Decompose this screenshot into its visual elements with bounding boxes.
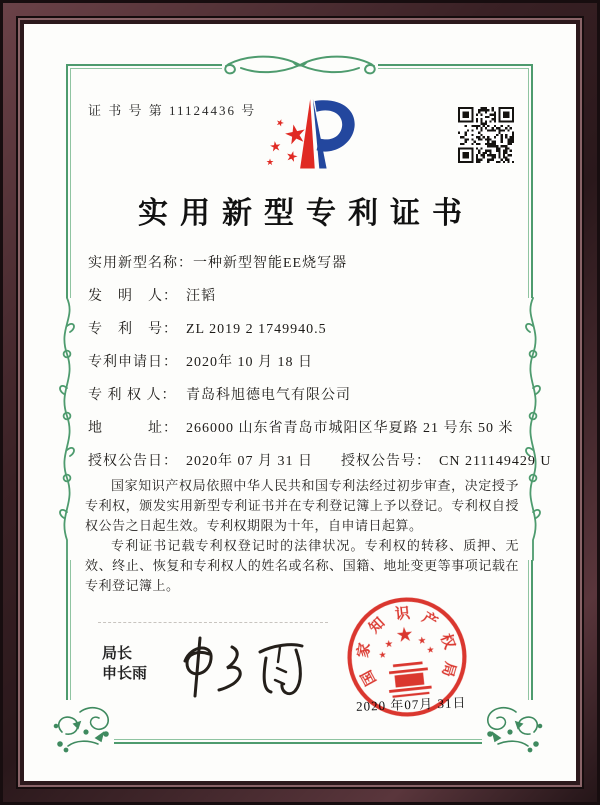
bottom-right-floral-ornament xyxy=(480,702,544,754)
right-scroll-ornament xyxy=(520,296,546,562)
inventor-name: 汪韬 xyxy=(186,289,216,304)
cnipa-logo xyxy=(262,90,362,174)
field-row-name: 实用新型名称：一种新型智能EE烧写器 xyxy=(88,256,348,271)
legal-paragraph-1: 国家知识产权局依照中华人民共和国专利法经过初步审查，决定授予专利权，颁发实用新型专利证书并在专利登记簿上予以登记。专利权自授权公告之日起生效。专利权期限为十年，自申请日起算。 xyxy=(85,478,519,533)
patentee-address: 266000 山东省青岛市城阳区华夏路 21 号东 50 米 xyxy=(186,421,514,436)
svg-text:局: 局 xyxy=(438,659,458,679)
patent-name: 一种新型智能EE烧写器 xyxy=(193,256,348,271)
svg-text:家: 家 xyxy=(355,641,374,659)
faint-divider-line xyxy=(98,622,328,623)
filing-date: 2020年 10 月 18 日 xyxy=(186,355,313,370)
svg-text:国: 国 xyxy=(358,667,380,688)
seal-date: 2020 年07月 31日 xyxy=(355,695,467,714)
certificate-title: 实用新型专利证书 xyxy=(138,197,474,230)
field-row-patentee: 专 利 权 人： 青岛科旭德电气有限公司 xyxy=(88,388,351,403)
legal-paragraph-2: 专利证书记载专利权登记时的法律状况。专利权的转移、质押、无效、终止、恢复和专利权人的姓名或名称、国籍、地址变更等事项记载在专利登记簿上。 xyxy=(85,538,519,593)
field-row-grant xyxy=(88,452,552,472)
top-flourish-ornament xyxy=(215,48,385,84)
grant-date: 2020年 07 月 31 日 xyxy=(186,454,313,469)
field-row-patent-no: 专 利 号： ZL 2019 2 1749940.5 xyxy=(88,322,327,337)
commissioner-name: 申长雨 xyxy=(102,665,148,682)
left-scroll-ornament xyxy=(54,296,80,562)
svg-text:产: 产 xyxy=(418,609,440,632)
svg-text:知: 知 xyxy=(366,614,389,637)
commissioner-title: 局长 xyxy=(102,645,133,662)
svg-text:识: 识 xyxy=(394,605,411,624)
commissioner-signature xyxy=(176,634,306,700)
official-seal xyxy=(338,588,476,726)
field-row-filing-date: 专利申请日： 2020年 10 月 18 日 xyxy=(88,355,313,370)
patent-number: ZL 2019 2 1749940.5 xyxy=(186,322,327,337)
legal-text xyxy=(85,476,519,596)
grant-date-label: 授权公告日： xyxy=(88,454,178,469)
bottom-left-floral-ornament xyxy=(52,702,116,754)
grant-publication-number: CN 211149429 U xyxy=(439,454,552,469)
field-row-address: 地 址： 266000 山东省青岛市城阳区华夏路 21 号东 50 米 xyxy=(88,421,514,436)
field-row-inventor: 发 明 人： 汪韬 xyxy=(88,289,216,304)
field-list xyxy=(88,254,552,485)
seal-emblem xyxy=(377,625,438,697)
svg-text:权: 权 xyxy=(436,631,458,652)
grant-no-label: 授权公告号： xyxy=(341,454,431,469)
logo-stars xyxy=(267,118,308,165)
certificate-number: 证 书 号 第 11124436 号 xyxy=(88,103,257,118)
patentee-name: 青岛科旭德电气有限公司 xyxy=(186,388,351,403)
commissioner-block xyxy=(102,644,147,684)
logo-red-wedge xyxy=(300,99,315,168)
qr-code xyxy=(458,107,514,163)
logo-blue-bowl xyxy=(315,100,355,151)
